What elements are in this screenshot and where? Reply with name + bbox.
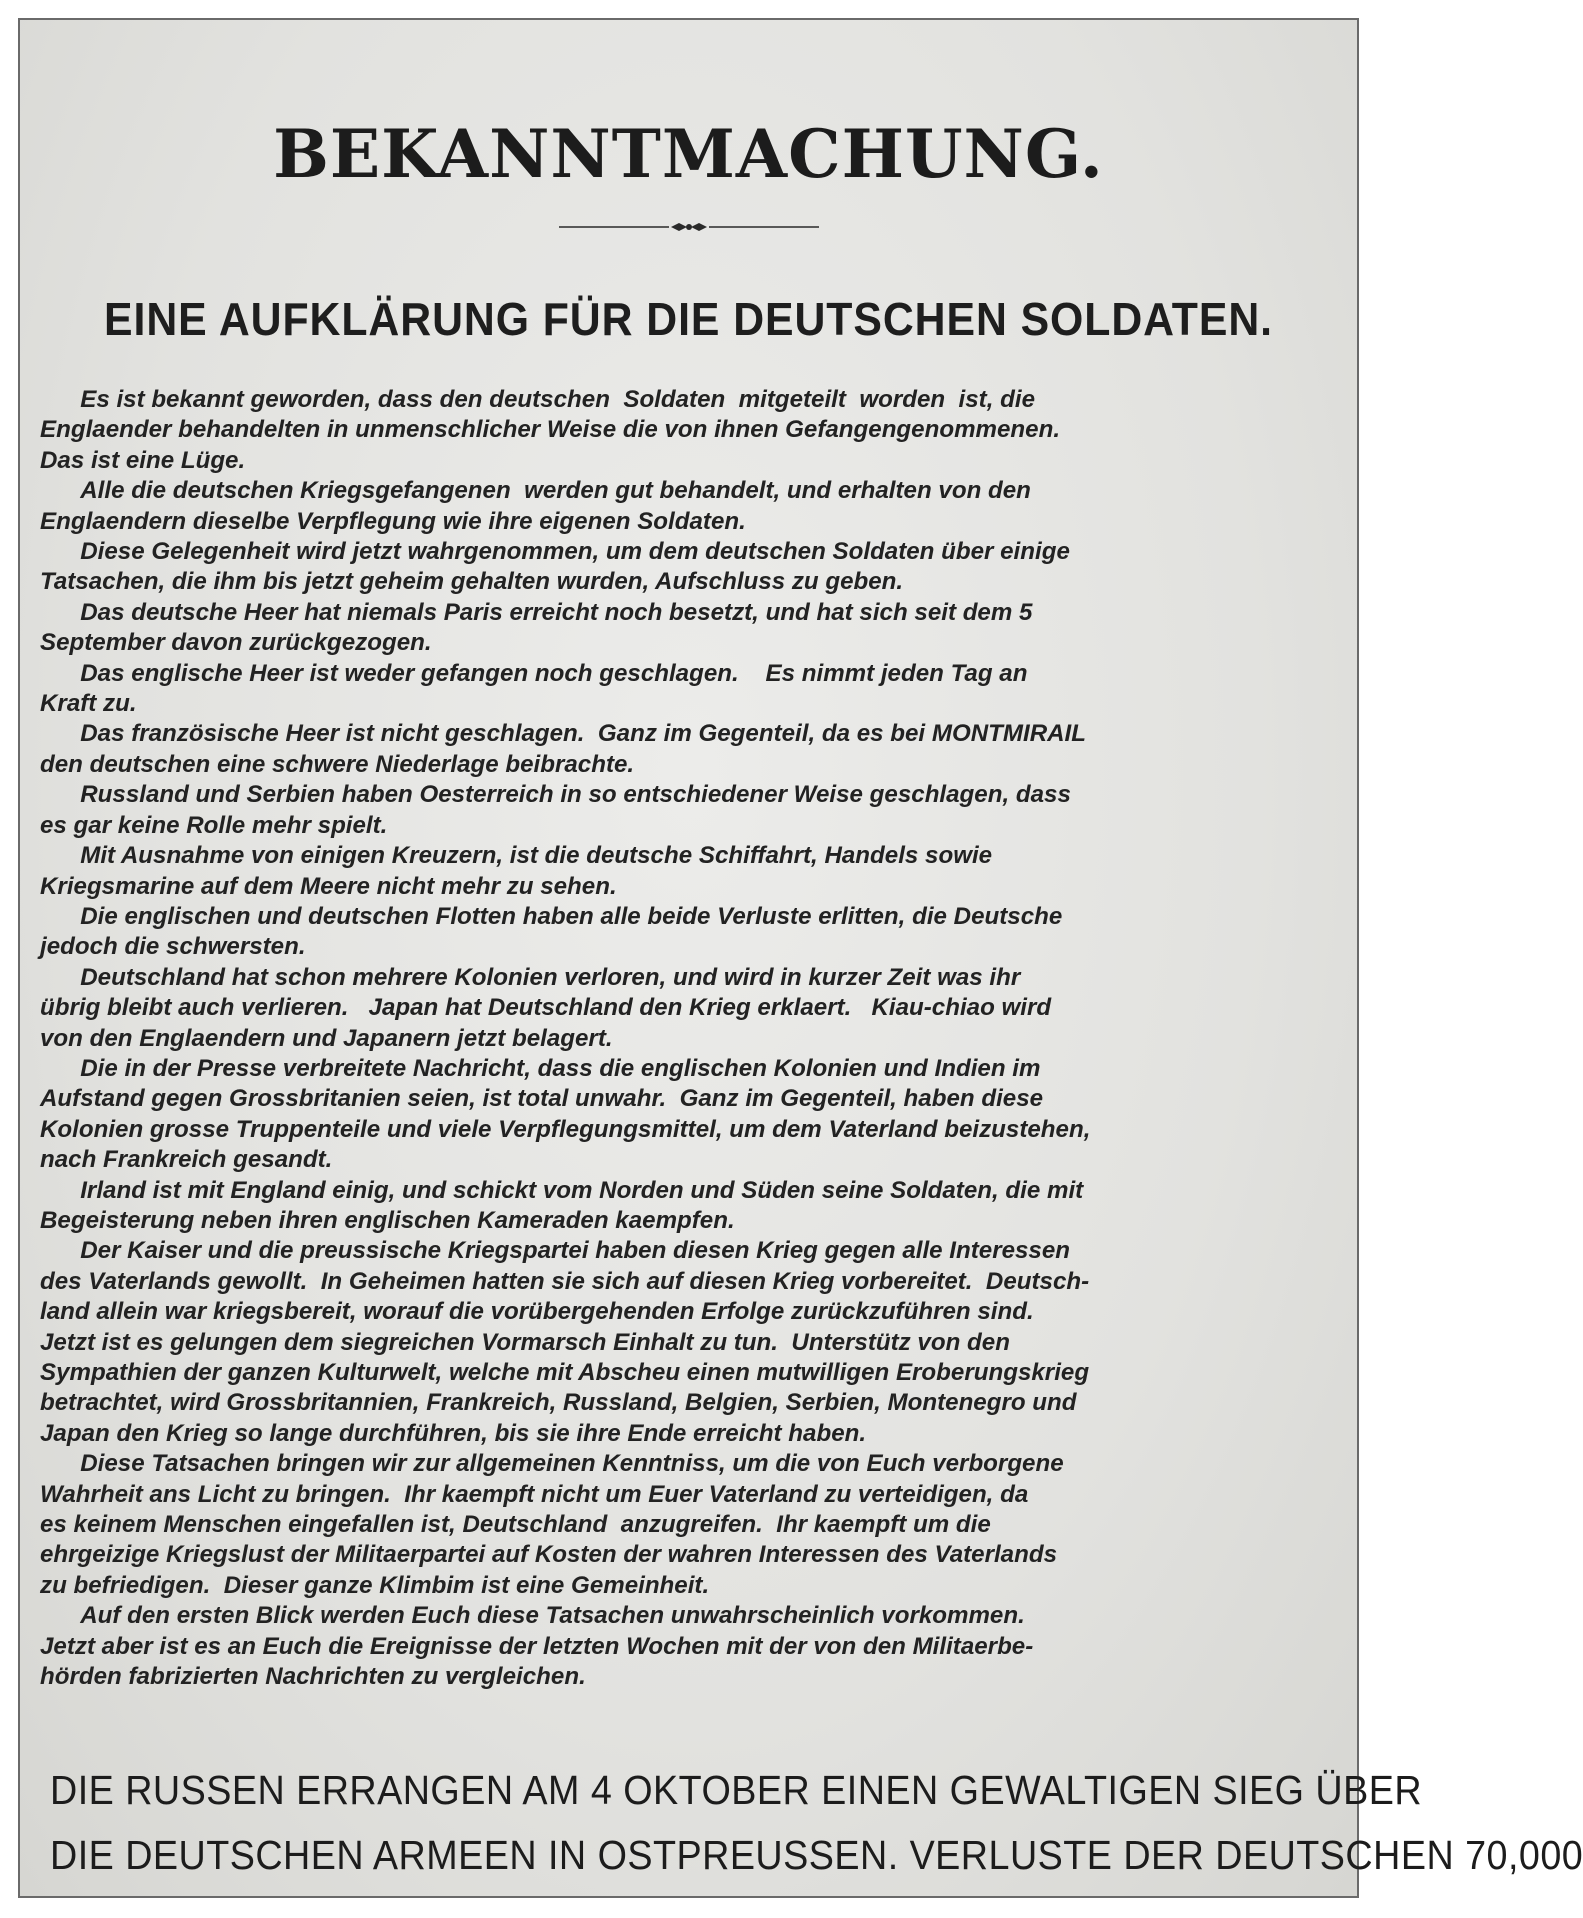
- body-line: des Vaterlands gewollt. In Geheimen hatten sie sich auf diesen Krieg vorbereitet. Deutsch-: [40, 1267, 1090, 1295]
- body-line: Mit Ausnahme von einigen Kreuzern, ist die deutsche Schiffahrt, Handels sowie: [40, 842, 993, 870]
- body-line: Das französische Heer ist nicht geschlagen. Ganz im Gegenteil, da es bei MONTMIRAIL: [40, 720, 1087, 748]
- poster-sheet: [18, 18, 1583, 1898]
- body-line: Irland ist mit England einig, und schickt vom Norden und Süden seine Soldaten, die mit: [40, 1176, 1084, 1204]
- body-line: Japan den Krieg so lange durchführen, bis sie ihre Ende erreicht haben.: [40, 1419, 867, 1447]
- body-line: Kraft zu.: [40, 690, 137, 718]
- closing-headline-line-1: DIE RUSSEN ERRANGEN AM 4 OKTOBER EINEN GEWALTIGEN SIEG ÜBER: [50, 1767, 1423, 1813]
- body-line: Begeisterung neben ihren englischen Kameraden kaempfen.: [40, 1206, 735, 1234]
- body-line: Das englische Heer ist weder gefangen noch geschlagen. Es nimmt jeden Tag an: [40, 659, 1028, 687]
- body-line: Die englischen und deutschen Flotten haben alle beide Verluste erlitten, die Deutsche: [40, 902, 1063, 930]
- body-line: Englaendern dieselbe Verpflegung wie ihre eigenen Soldaten.: [40, 507, 746, 535]
- body-line: Sympathien der ganzen Kulturwelt, welche mit Abscheu einen mutwilligen Eroberungskrieg: [40, 1359, 1090, 1386]
- title-ornament: [20, 220, 1357, 234]
- announcement-body: [40, 385, 1340, 1692]
- body-line: betrachtet, wird Grossbritannien, Frankreich, Russland, Belgien, Serbien, Montenegro und: [40, 1389, 1077, 1417]
- body-line: es gar keine Rolle mehr spielt.: [40, 811, 388, 839]
- body-line: Das deutsche Heer hat niemals Paris erreicht noch besetzt, und hat sich seit dem 5: [40, 598, 1033, 626]
- body-line: Jetzt aber ist es an Euch die Ereignisse der letzten Wochen mit der von den Militaerbe-: [40, 1632, 1034, 1660]
- body-line: Aufstand gegen Grossbritanien seien, ist total unwahr. Ganz im Gegenteil, haben diese: [40, 1085, 1044, 1113]
- body-line: Es ist bekannt geworden, dass den deutschen Soldaten mitgeteilt worden ist, die: [40, 386, 1035, 413]
- body-line: September davon zurückgezogen.: [40, 629, 432, 657]
- body-line: Tatsachen, die ihm bis jetzt geheim gehalten wurden, Aufschluss zu geben.: [40, 568, 904, 596]
- body-line: Jetzt ist es gelungen dem siegreichen Vormarsch Einhalt zu tun. Unterstütz von den: [40, 1328, 1010, 1356]
- ornament-divider-icon: [559, 220, 819, 234]
- body-line: Der Kaiser und die preussische Kriegspartei haben diesen Krieg gegen alle Interessen: [40, 1237, 1071, 1265]
- body-line: Diese Gelegenheit wird jetzt wahrgenommen, um dem deutschen Soldaten über einige: [40, 538, 1070, 566]
- body-line: Deutschland hat schon mehrere Kolonien verloren, und wird in kurzer Zeit was ihr: [40, 963, 1021, 991]
- body-line: Russland und Serbien haben Oesterreich in so entschiedener Weise geschlagen, dass: [40, 781, 1071, 809]
- body-line: Auf den ersten Blick werden Euch diese Tatsachen unwahrscheinlich vorkommen.: [40, 1602, 1025, 1630]
- body-line: hörden fabrizierten Nachrichten zu vergleichen.: [40, 1663, 586, 1691]
- body-line: nach Frankreich gesandt.: [40, 1146, 333, 1174]
- body-line: von den Englaendern und Japanern jetzt belagert.: [40, 1024, 613, 1052]
- body-line: zu befriedigen. Dieser ganze Klimbim ist eine Gemeinheit.: [40, 1571, 710, 1599]
- body-line: Das ist eine Lüge.: [40, 446, 246, 474]
- body-line: übrig bleibt auch verlieren. Japan hat Deutschland den Krieg erklaert. Kiau-chiao wird: [40, 994, 1052, 1022]
- poster-title: BEKANNTMACHUNG.: [273, 115, 1104, 193]
- body-line: den deutschen eine schwere Niederlage beibrachte.: [40, 750, 635, 778]
- poster-subtitle: EINE AUFKLÄRUNG FÜR DIE DEUTSCHEN SOLDATEN.: [104, 293, 1273, 345]
- body-line: Englaender behandelten in unmenschlicher Weise die von ihnen Gefangengenommenen.: [40, 416, 1061, 444]
- body-line: es keinem Menschen eingefallen ist, Deutschland anzugreifen. Ihr kaempft um die: [40, 1511, 991, 1539]
- body-line: Alle die deutschen Kriegsgefangenen werden gut behandelt, und erhalten von den: [40, 477, 1031, 505]
- body-line: Kolonien grosse Truppenteile und viele Verpflegungsmittel, um dem Vaterland beizustehen,: [40, 1115, 1091, 1143]
- body-line: Kriegsmarine auf dem Meere nicht mehr zu sehen.: [40, 872, 617, 900]
- body-line: jedoch die schwersten.: [40, 933, 306, 961]
- closing-headline-line-2: DIE DEUTSCHEN ARMEEN IN OSTPREUSSEN. VERLUSTE DER DEUTSCHEN 70,000: [50, 1832, 1583, 1878]
- body-line: land allein war kriegsbereit, worauf die vorübergehenden Erfolge zurückzuführen sind.: [40, 1298, 1034, 1326]
- body-line: ehrgeizige Kriegslust der Militaerpartei auf Kosten der wahren Interessen des Vaterlands: [40, 1541, 1058, 1569]
- body-line: Wahrheit ans Licht zu bringen. Ihr kaempft nicht um Euer Vaterland zu verteidigen, da: [40, 1480, 1029, 1508]
- body-line: Diese Tatsachen bringen wir zur allgemeinen Kenntniss, um die von Euch verborgene: [40, 1450, 1064, 1478]
- body-line: Die in der Presse verbreitete Nachricht, dass die englischen Kolonien und Indien im: [40, 1054, 1041, 1082]
